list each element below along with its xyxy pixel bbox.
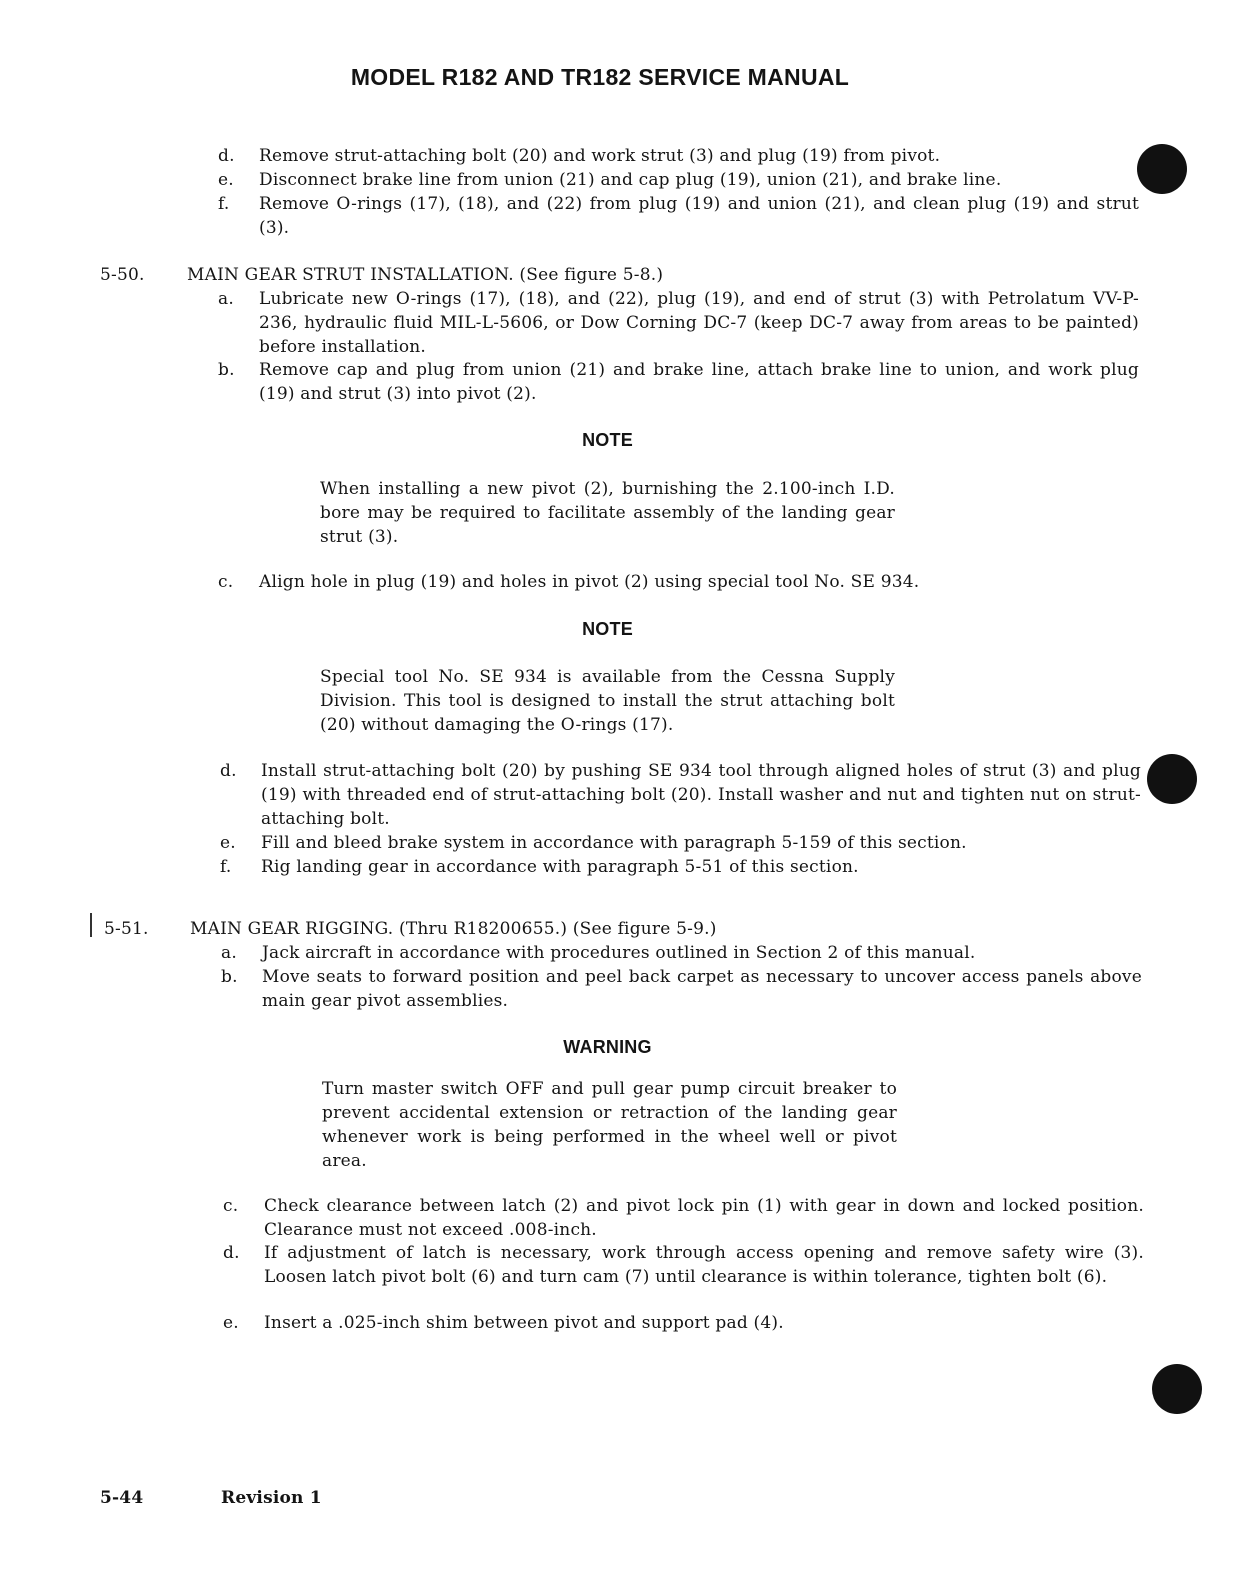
- binder-hole-middle: [1147, 754, 1197, 804]
- note-text: When installing a new pivot (2), burnishing the 2.100-inch I.D. bore may be required to facilitate assembly of the landing gear strut (3).: [320, 479, 895, 547]
- list-item: [223, 1241, 1144, 1289]
- section-title: MAIN GEAR RIGGING. (Thru R18200655.) (See figure 5-9.): [190, 919, 717, 939]
- list-item: [218, 287, 1139, 359]
- list-item-label: b.: [218, 360, 235, 380]
- list-item: [220, 855, 1141, 879]
- list-item: [218, 168, 1139, 192]
- list-item-text: Check clearance between latch (2) and pivot lock pin (1) with gear in down and locked position. Clearance must not exceed .008-inch.: [264, 1196, 1144, 1240]
- list-item-label: d.: [223, 1243, 240, 1263]
- list-item-text: Remove O-rings (17), (18), and (22) from plug (19) and union (21), and clean plug (19) and strut (3).: [259, 194, 1139, 238]
- warning-text: Turn master switch OFF and pull gear pump circuit breaker to prevent accidental extension or retraction of the landing gear whenever work is being performed in the wheel well or pivot area.: [322, 1079, 897, 1171]
- list-item-text: Jack aircraft in accordance with procedures outlined in Section 2 of this manual.: [262, 943, 976, 963]
- list-item-text: Install strut-attaching bolt (20) by pushing SE 934 tool through aligned holes of strut (3) and plug (19) with threaded end of strut-attaching bolt (20). Install washer and nut and tighten nut on strut-attaching bolt.: [261, 761, 1141, 829]
- list-item-text: Insert a .025-inch shim between pivot and support pad (4).: [264, 1313, 784, 1333]
- list-item: [220, 831, 1141, 855]
- list-item: [223, 1311, 1144, 1335]
- note-heading: NOTE: [582, 619, 633, 639]
- page-title: MODEL R182 AND TR182 SERVICE MANUAL: [350, 64, 850, 90]
- list-item-label: e.: [218, 170, 234, 190]
- revision-change-bar: [90, 913, 92, 937]
- list-item: [223, 1194, 1144, 1242]
- list-item-label: f.: [220, 857, 232, 877]
- note-heading: NOTE: [582, 430, 633, 450]
- list-item: [218, 358, 1139, 406]
- list-item-text: If adjustment of latch is necessary, work through access opening and remove safety wire (3). Loosen latch pivot bolt (6) and turn cam (7) until clearance is within tolerance, tighten bolt (6).: [264, 1243, 1144, 1287]
- section-number: 5-50.: [100, 265, 145, 285]
- list-item-label: e.: [220, 833, 236, 853]
- binder-hole-top: [1137, 144, 1187, 194]
- section-number: 5-51.: [104, 919, 149, 939]
- list-item-text: Align hole in plug (19) and holes in pivot (2) using special tool No. SE 934.: [259, 572, 920, 592]
- list-item-text: Lubricate new O-rings (17), (18), and (22), plug (19), and end of strut (3) with Petrolatum VV-P-236, hydraulic fluid MIL-L-5606, or Dow Corning DC-7 (keep DC-7 away from areas to be painted) before installation.: [259, 289, 1139, 357]
- list-item-label: a.: [221, 943, 237, 963]
- list-item-text: Remove cap and plug from union (21) and brake line, attach brake line to union, and work plug (19) and strut (3) into pivot (2).: [259, 360, 1139, 404]
- list-item-label: b.: [221, 967, 238, 987]
- list-item-label: a.: [218, 289, 234, 309]
- list-item-text: Rig landing gear in accordance with paragraph 5-51 of this section.: [261, 857, 859, 877]
- list-item-text: Disconnect brake line from union (21) and cap plug (19), union (21), and brake line.: [259, 170, 1002, 190]
- list-item-label: d.: [218, 146, 235, 166]
- revision-label: Revision 1: [221, 1488, 322, 1508]
- list-item: [221, 965, 1142, 1013]
- list-item-text: Fill and bleed brake system in accordance with paragraph 5-159 of this section.: [261, 833, 967, 853]
- section-title: MAIN GEAR STRUT INSTALLATION. (See figure 5-8.): [187, 265, 664, 285]
- list-item-label: f.: [218, 194, 230, 214]
- warning-heading: WARNING: [563, 1037, 652, 1057]
- list-item-text: Remove strut-attaching bolt (20) and work strut (3) and plug (19) from pivot.: [259, 146, 941, 166]
- list-item: [218, 192, 1139, 240]
- list-item-label: c.: [218, 572, 234, 592]
- list-item: [220, 759, 1141, 831]
- list-item-label: d.: [220, 761, 237, 781]
- list-item-text: Move seats to forward position and peel back carpet as necessary to uncover access panels above main gear pivot assemblies.: [262, 967, 1142, 1011]
- note-text: Special tool No. SE 934 is available from the Cessna Supply Division. This tool is designed to install the strut attaching bolt (20) without damaging the O-rings (17).: [320, 667, 895, 735]
- list-item-label: c.: [223, 1196, 239, 1216]
- page-number: 5-44: [100, 1488, 144, 1508]
- list-item-label: e.: [223, 1313, 239, 1333]
- list-item: [218, 570, 1139, 594]
- list-item: [218, 144, 1139, 168]
- list-item: [221, 941, 1142, 965]
- binder-hole-bottom: [1152, 1364, 1202, 1414]
